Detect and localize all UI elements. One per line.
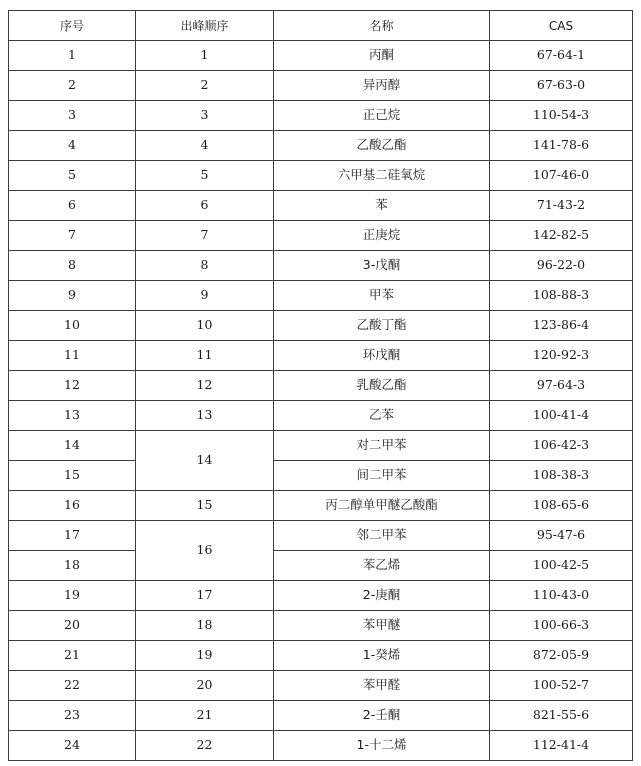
compound-name-cell: 正己烷 xyxy=(274,101,490,131)
serial-number-cell: 18 xyxy=(9,551,136,581)
serial-number-cell: 11 xyxy=(9,341,136,371)
table-row xyxy=(9,191,633,221)
table-row xyxy=(9,371,633,401)
cas-number-cell: 106-42-3 xyxy=(490,431,633,461)
table-row xyxy=(9,611,633,641)
table-row xyxy=(9,41,633,71)
header-peak-order: 出峰顺序 xyxy=(136,11,274,41)
compound-name-cell: 乙苯 xyxy=(274,401,490,431)
peak-order-cell: 4 xyxy=(136,131,274,161)
peak-order-cell: 9 xyxy=(136,281,274,311)
compound-name-cell: 苯甲醚 xyxy=(274,611,490,641)
compound-name-cell: 丙酮 xyxy=(274,41,490,71)
header-cas-number: CAS xyxy=(490,11,633,41)
compound-name-cell: 对二甲苯 xyxy=(274,431,490,461)
table-row xyxy=(9,251,633,281)
table-row xyxy=(9,131,633,161)
serial-number-cell: 17 xyxy=(9,521,136,551)
header-serial-number: 序号 xyxy=(9,11,136,41)
table-row xyxy=(9,581,633,611)
peak-order-cell: 22 xyxy=(136,731,274,761)
cas-number-cell: 95-47-6 xyxy=(490,521,633,551)
compound-name-cell: 甲苯 xyxy=(274,281,490,311)
compound-name-cell: 间二甲苯 xyxy=(274,461,490,491)
serial-number-cell: 24 xyxy=(9,731,136,761)
cas-number-cell: 141-78-6 xyxy=(490,131,633,161)
cas-number-cell: 821-55-6 xyxy=(490,701,633,731)
compound-name-cell: 乙酸乙酯 xyxy=(274,131,490,161)
serial-number-cell: 23 xyxy=(9,701,136,731)
peak-order-cell: 8 xyxy=(136,251,274,281)
table-row xyxy=(9,461,633,491)
cas-number-cell: 96-22-0 xyxy=(490,251,633,281)
serial-number-cell: 13 xyxy=(9,401,136,431)
cas-number-cell: 112-41-4 xyxy=(490,731,633,761)
peak-order-cell: 19 xyxy=(136,641,274,671)
compound-name-cell: 六甲基二硅氧烷 xyxy=(274,161,490,191)
peak-order-cell: 7 xyxy=(136,221,274,251)
compound-name-cell: 邻二甲苯 xyxy=(274,521,490,551)
table-row xyxy=(9,641,633,671)
cas-number-cell: 71-43-2 xyxy=(490,191,633,221)
cas-number-cell: 120-92-3 xyxy=(490,341,633,371)
compound-name-cell: 异丙醇 xyxy=(274,71,490,101)
compound-name-cell: 正庚烷 xyxy=(274,221,490,251)
compound-name-cell: 2-壬酮 xyxy=(274,701,490,731)
peak-order-cell: 1 xyxy=(136,41,274,71)
table-row xyxy=(9,341,633,371)
cas-number-cell: 110-54-3 xyxy=(490,101,633,131)
cas-number-cell: 67-64-1 xyxy=(490,41,633,71)
cas-number-cell: 100-41-4 xyxy=(490,401,633,431)
serial-number-cell: 10 xyxy=(9,311,136,341)
compound-name-cell: 1-十二烯 xyxy=(274,731,490,761)
peak-order-cell: 16 xyxy=(136,521,274,581)
cas-number-cell: 97-64-3 xyxy=(490,371,633,401)
cas-number-cell: 108-88-3 xyxy=(490,281,633,311)
serial-number-cell: 22 xyxy=(9,671,136,701)
peak-order-cell: 12 xyxy=(136,371,274,401)
compound-name-cell: 苯乙烯 xyxy=(274,551,490,581)
header-row xyxy=(9,11,633,41)
table-row xyxy=(9,521,633,551)
table-header xyxy=(9,11,633,41)
table-row xyxy=(9,431,633,461)
serial-number-cell: 20 xyxy=(9,611,136,641)
peak-order-cell: 13 xyxy=(136,401,274,431)
cas-number-cell: 872-05-9 xyxy=(490,641,633,671)
cas-number-cell: 110-43-0 xyxy=(490,581,633,611)
peak-order-cell: 11 xyxy=(136,341,274,371)
table-row xyxy=(9,551,633,581)
serial-number-cell: 21 xyxy=(9,641,136,671)
cas-number-cell: 100-52-7 xyxy=(490,671,633,701)
peak-order-cell: 15 xyxy=(136,491,274,521)
serial-number-cell: 2 xyxy=(9,71,136,101)
table-row xyxy=(9,71,633,101)
peak-order-cell: 3 xyxy=(136,101,274,131)
table-row xyxy=(9,401,633,431)
serial-number-cell: 3 xyxy=(9,101,136,131)
serial-number-cell: 9 xyxy=(9,281,136,311)
cas-number-cell: 142-82-5 xyxy=(490,221,633,251)
compound-name-cell: 1-癸烯 xyxy=(274,641,490,671)
serial-number-cell: 1 xyxy=(9,41,136,71)
cas-number-cell: 107-46-0 xyxy=(490,161,633,191)
peak-order-cell: 5 xyxy=(136,161,274,191)
table-row xyxy=(9,671,633,701)
peak-order-cell: 14 xyxy=(136,431,274,491)
serial-number-cell: 19 xyxy=(9,581,136,611)
table-row xyxy=(9,731,633,761)
peak-order-cell: 10 xyxy=(136,311,274,341)
table-row xyxy=(9,101,633,131)
peak-order-cell: 21 xyxy=(136,701,274,731)
serial-number-cell: 12 xyxy=(9,371,136,401)
peak-order-cell: 6 xyxy=(136,191,274,221)
compound-name-cell: 乳酸乙酯 xyxy=(274,371,490,401)
table-row xyxy=(9,221,633,251)
cas-number-cell: 100-42-5 xyxy=(490,551,633,581)
compound-table xyxy=(8,10,633,761)
cas-number-cell: 100-66-3 xyxy=(490,611,633,641)
compound-name-cell: 2-庚酮 xyxy=(274,581,490,611)
serial-number-cell: 6 xyxy=(9,191,136,221)
serial-number-cell: 16 xyxy=(9,491,136,521)
compound-name-cell: 苯甲醛 xyxy=(274,671,490,701)
header-compound-name: 名称 xyxy=(274,11,490,41)
compound-name-cell: 3-戊酮 xyxy=(274,251,490,281)
peak-order-cell: 17 xyxy=(136,581,274,611)
table-row xyxy=(9,311,633,341)
serial-number-cell: 5 xyxy=(9,161,136,191)
compound-name-cell: 苯 xyxy=(274,191,490,221)
cas-number-cell: 67-63-0 xyxy=(490,71,633,101)
peak-order-cell: 2 xyxy=(136,71,274,101)
cas-number-cell: 108-65-6 xyxy=(490,491,633,521)
compound-name-cell: 环戊酮 xyxy=(274,341,490,371)
peak-order-cell: 18 xyxy=(136,611,274,641)
serial-number-cell: 15 xyxy=(9,461,136,491)
cas-number-cell: 123-86-4 xyxy=(490,311,633,341)
table-row xyxy=(9,161,633,191)
cas-number-cell: 108-38-3 xyxy=(490,461,633,491)
serial-number-cell: 8 xyxy=(9,251,136,281)
serial-number-cell: 4 xyxy=(9,131,136,161)
peak-order-cell: 20 xyxy=(136,671,274,701)
table-row xyxy=(9,281,633,311)
table-row xyxy=(9,701,633,731)
table-row xyxy=(9,491,633,521)
table-body xyxy=(9,41,633,761)
serial-number-cell: 14 xyxy=(9,431,136,461)
compound-name-cell: 丙二醇单甲醚乙酸酯 xyxy=(274,491,490,521)
compound-name-cell: 乙酸丁酯 xyxy=(274,311,490,341)
serial-number-cell: 7 xyxy=(9,221,136,251)
